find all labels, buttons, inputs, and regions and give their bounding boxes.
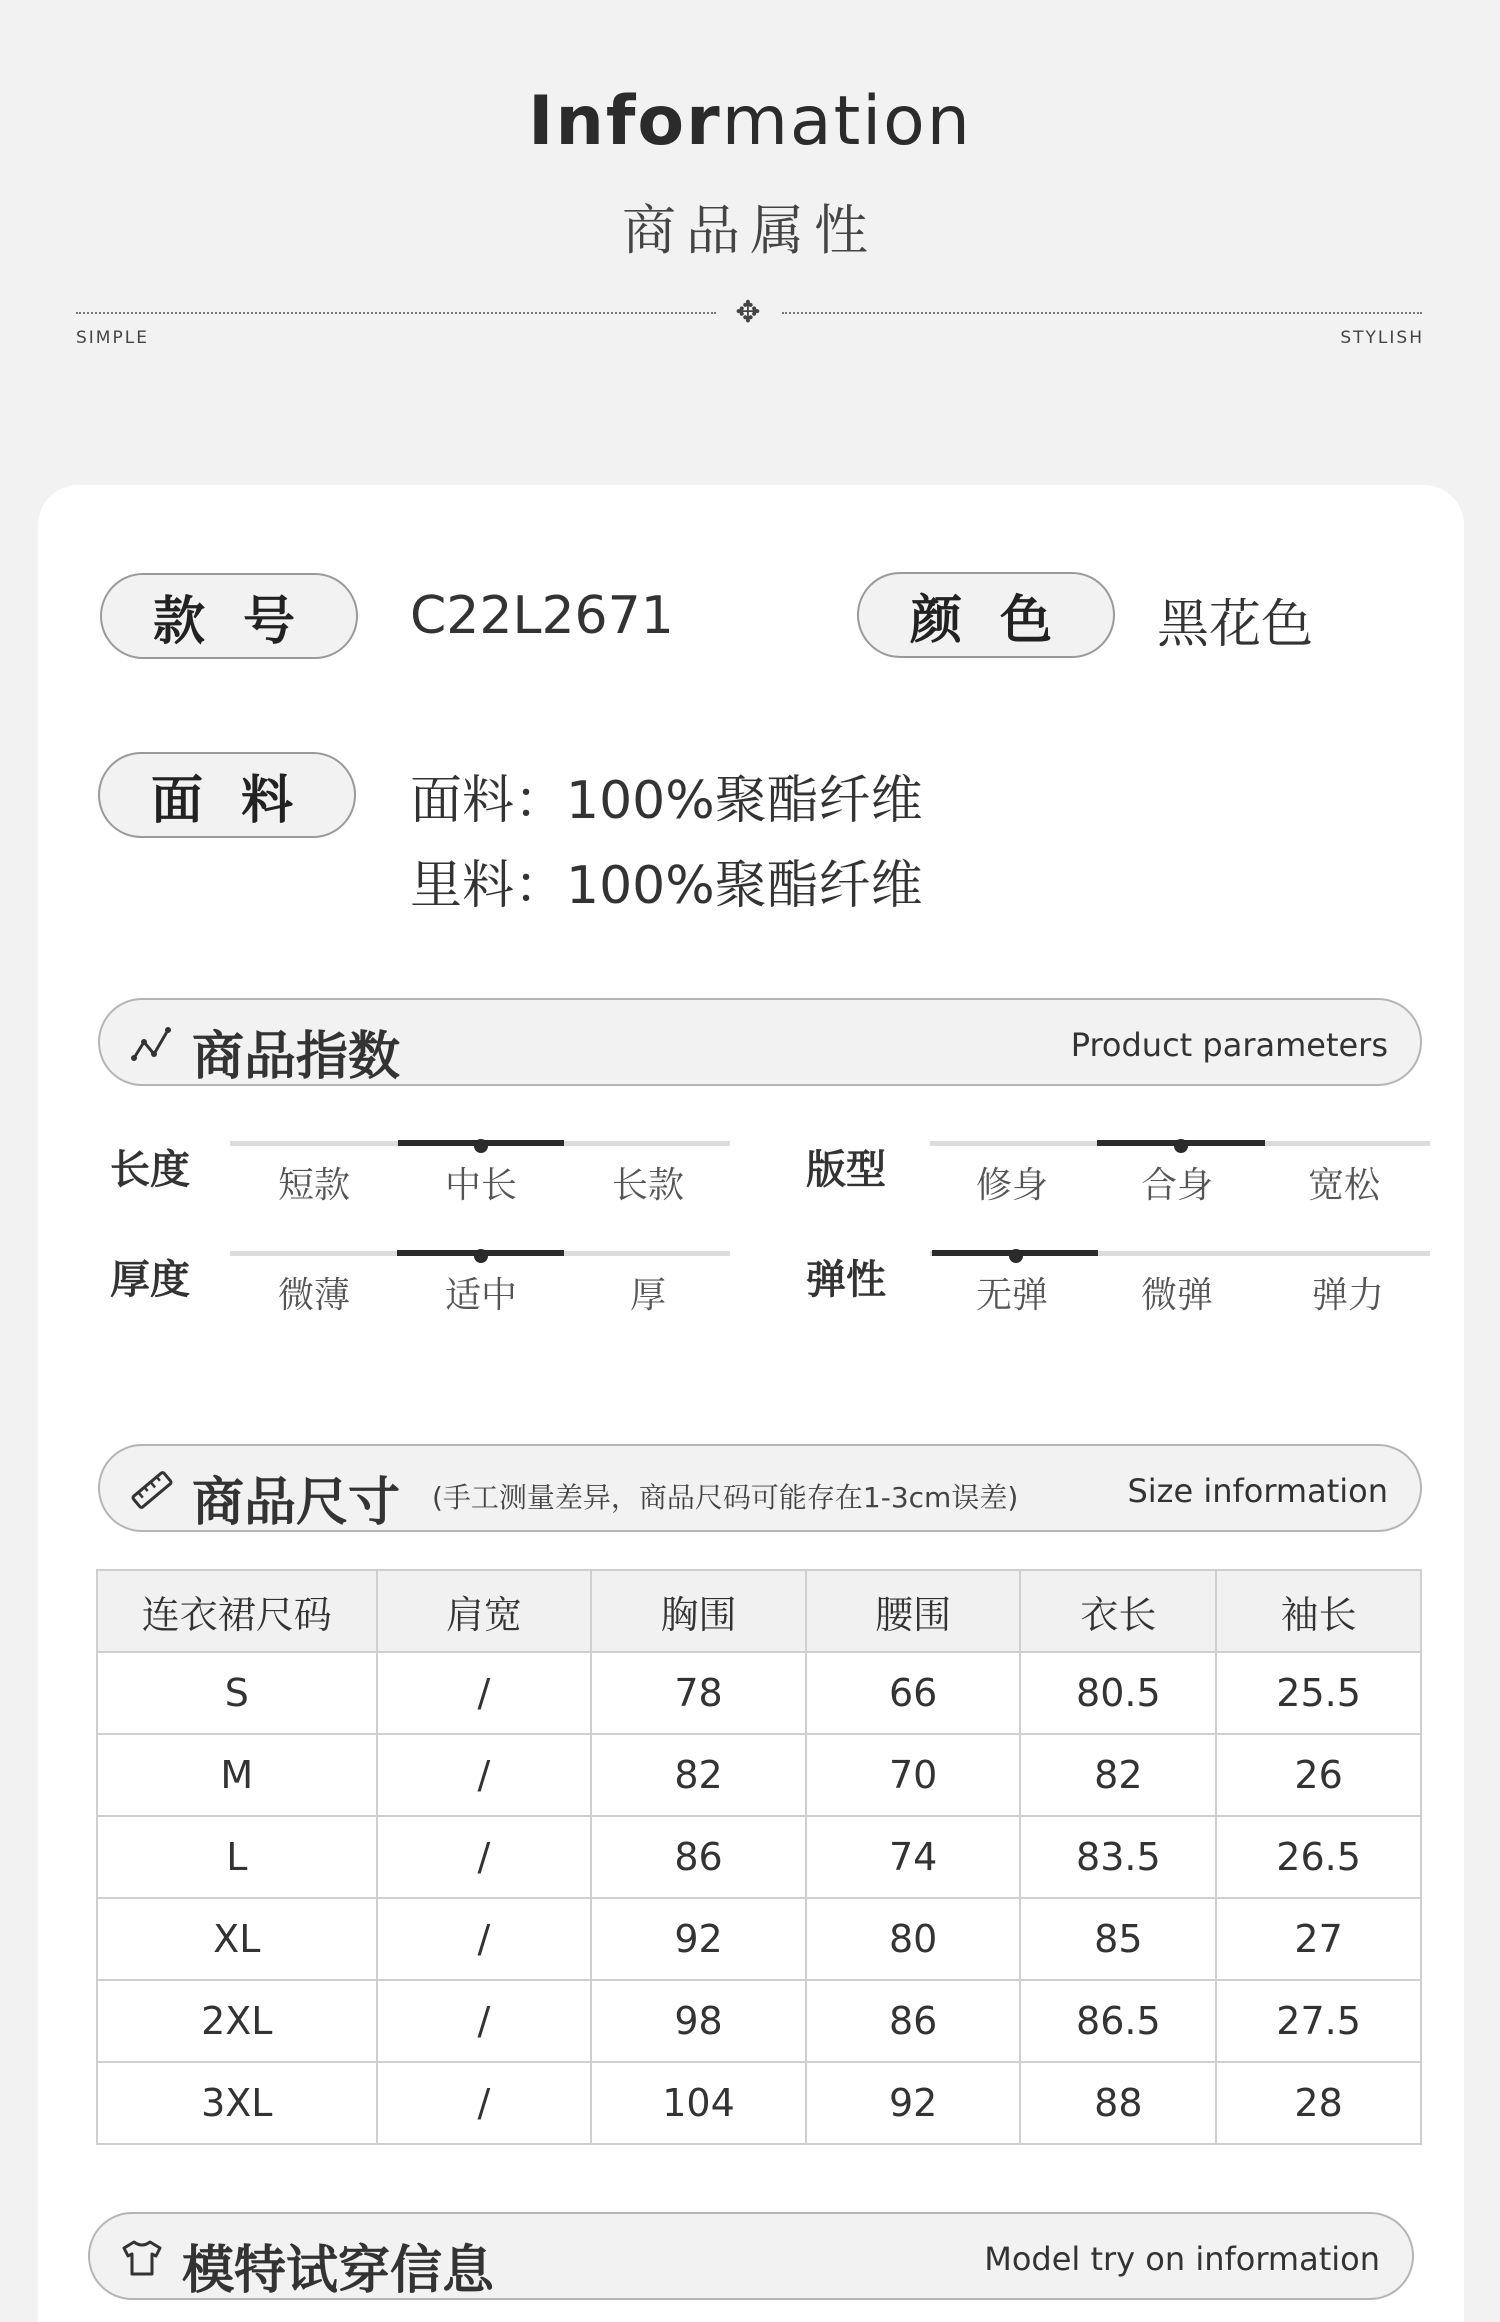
table-cell: 3XL: [97, 2062, 377, 2144]
table-cell: /: [377, 1816, 592, 1898]
scale-dot: [1174, 1139, 1188, 1153]
table-header-row: [97, 1570, 1421, 1652]
product-parameters-title: 商品指数: [192, 1027, 401, 1087]
dotted-divider-right: [782, 312, 1422, 314]
style-no-label: 款 号: [100, 573, 358, 659]
size-table: [96, 1569, 1422, 2145]
table-cell: 25.5: [1216, 1652, 1421, 1734]
table-cell: 86.5: [1020, 1980, 1216, 2062]
table-cell: 27.5: [1216, 1980, 1421, 2062]
model-info-title: 模特试穿信息: [182, 2241, 495, 2301]
table-cell: /: [377, 1734, 592, 1816]
param-label: 长度: [110, 1147, 190, 1193]
param-label: 厚度: [110, 1257, 190, 1303]
product-parameters-en: Product parameters: [1070, 1026, 1388, 1064]
dotted-divider-left: [76, 312, 716, 314]
table-row: [97, 1734, 1421, 1816]
table-cell: 74: [806, 1816, 1021, 1898]
table-cell: XL: [97, 1898, 377, 1980]
scale-option: 合身: [1140, 1165, 1213, 1206]
table-cell: 82: [1020, 1734, 1216, 1816]
table-row: [97, 2062, 1421, 2144]
tshirt-icon: [120, 2238, 164, 2278]
table-cell: 85: [1020, 1898, 1216, 1980]
table-cell: 86: [806, 1980, 1021, 2062]
attributes-title: 商品属性: [622, 199, 878, 262]
table-cell: /: [377, 1898, 592, 1980]
fabric-label: 面 料: [98, 752, 356, 838]
table-cell: 82: [591, 1734, 806, 1816]
color-value: 黑花色: [1157, 595, 1314, 655]
scale-option: 无弹: [975, 1275, 1048, 1316]
table-cell: 2XL: [97, 1980, 377, 2062]
table-row: [97, 1816, 1421, 1898]
table-cell: 98: [591, 1980, 806, 2062]
size-information-title: 商品尺寸: [192, 1473, 401, 1533]
table-cell: 92: [806, 2062, 1021, 2144]
table-cell: /: [377, 1652, 592, 1734]
model-info-bar: [88, 2212, 1414, 2300]
column-header: 袖长: [1216, 1570, 1421, 1652]
scale-option: 适中: [444, 1275, 517, 1316]
table-cell: 66: [806, 1652, 1021, 1734]
table-cell: /: [377, 1980, 592, 2062]
table-cell: 83.5: [1020, 1816, 1216, 1898]
cross-arrows-icon: ✥: [735, 295, 761, 330]
table-cell: 26.5: [1216, 1816, 1421, 1898]
scale-option: 修身: [975, 1165, 1048, 1206]
fabric-lining: 里料：100%聚酯纤维: [410, 856, 923, 916]
scale-dot: [1009, 1249, 1023, 1263]
product-parameters-bar: [98, 998, 1422, 1086]
scale-option: 微薄: [277, 1275, 350, 1316]
color-label: 颜 色: [857, 572, 1115, 658]
scale-option: 厚: [629, 1275, 666, 1316]
scale-option: 长款: [611, 1165, 684, 1206]
ruler-icon: [130, 1470, 174, 1510]
scale-option: 中长: [444, 1165, 517, 1206]
table-cell: M: [97, 1734, 377, 1816]
scale-dot: [474, 1249, 488, 1263]
table-cell: 70: [806, 1734, 1021, 1816]
table-cell: S: [97, 1652, 377, 1734]
scale-dot: [474, 1139, 488, 1153]
info-title: Information: [528, 82, 972, 161]
scale-option: 微弹: [1140, 1275, 1213, 1316]
table-cell: 28: [1216, 2062, 1421, 2144]
style-no-value: C22L2671: [410, 586, 674, 646]
table-cell: 86: [591, 1816, 806, 1898]
column-header: 腰围: [806, 1570, 1021, 1652]
page-header: [0, 0, 1500, 360]
column-header: 肩宽: [377, 1570, 592, 1652]
table-cell: 27: [1216, 1898, 1421, 1980]
param-label: 弹性: [806, 1257, 886, 1303]
stylish-tag: STYLISH: [1340, 328, 1424, 348]
table-row: [97, 1980, 1421, 2062]
table-cell: L: [97, 1816, 377, 1898]
model-info-en: Model try on information: [984, 2240, 1380, 2278]
table-cell: 78: [591, 1652, 806, 1734]
column-header: 连衣裙尺码: [97, 1570, 377, 1652]
scale-option: 宽松: [1307, 1165, 1380, 1206]
table-cell: 26: [1216, 1734, 1421, 1816]
size-information-bar: [98, 1444, 1422, 1532]
fabric-outer: 面料：100%聚酯纤维: [410, 771, 923, 831]
table-row: [97, 1898, 1421, 1980]
table-cell: /: [377, 2062, 592, 2144]
scale-option: 弹力: [1311, 1275, 1384, 1316]
size-information-en: Size information: [1127, 1472, 1388, 1510]
table-cell: 80: [806, 1898, 1021, 1980]
column-header: 衣长: [1020, 1570, 1216, 1652]
param-label: 版型: [806, 1147, 886, 1193]
table-cell: 104: [591, 2062, 806, 2144]
scale-option: 短款: [277, 1165, 350, 1206]
column-header: 胸围: [591, 1570, 806, 1652]
table-cell: 92: [591, 1898, 806, 1980]
simple-tag: SIMPLE: [76, 328, 149, 348]
table-cell: 88: [1020, 2062, 1216, 2144]
size-measurement-note: (手工测量差异，商品尺码可能存在1-3cm误差): [432, 1481, 1019, 1514]
table-row: [97, 1652, 1421, 1734]
trend-line-icon: [130, 1024, 174, 1064]
table-cell: 80.5: [1020, 1652, 1216, 1734]
